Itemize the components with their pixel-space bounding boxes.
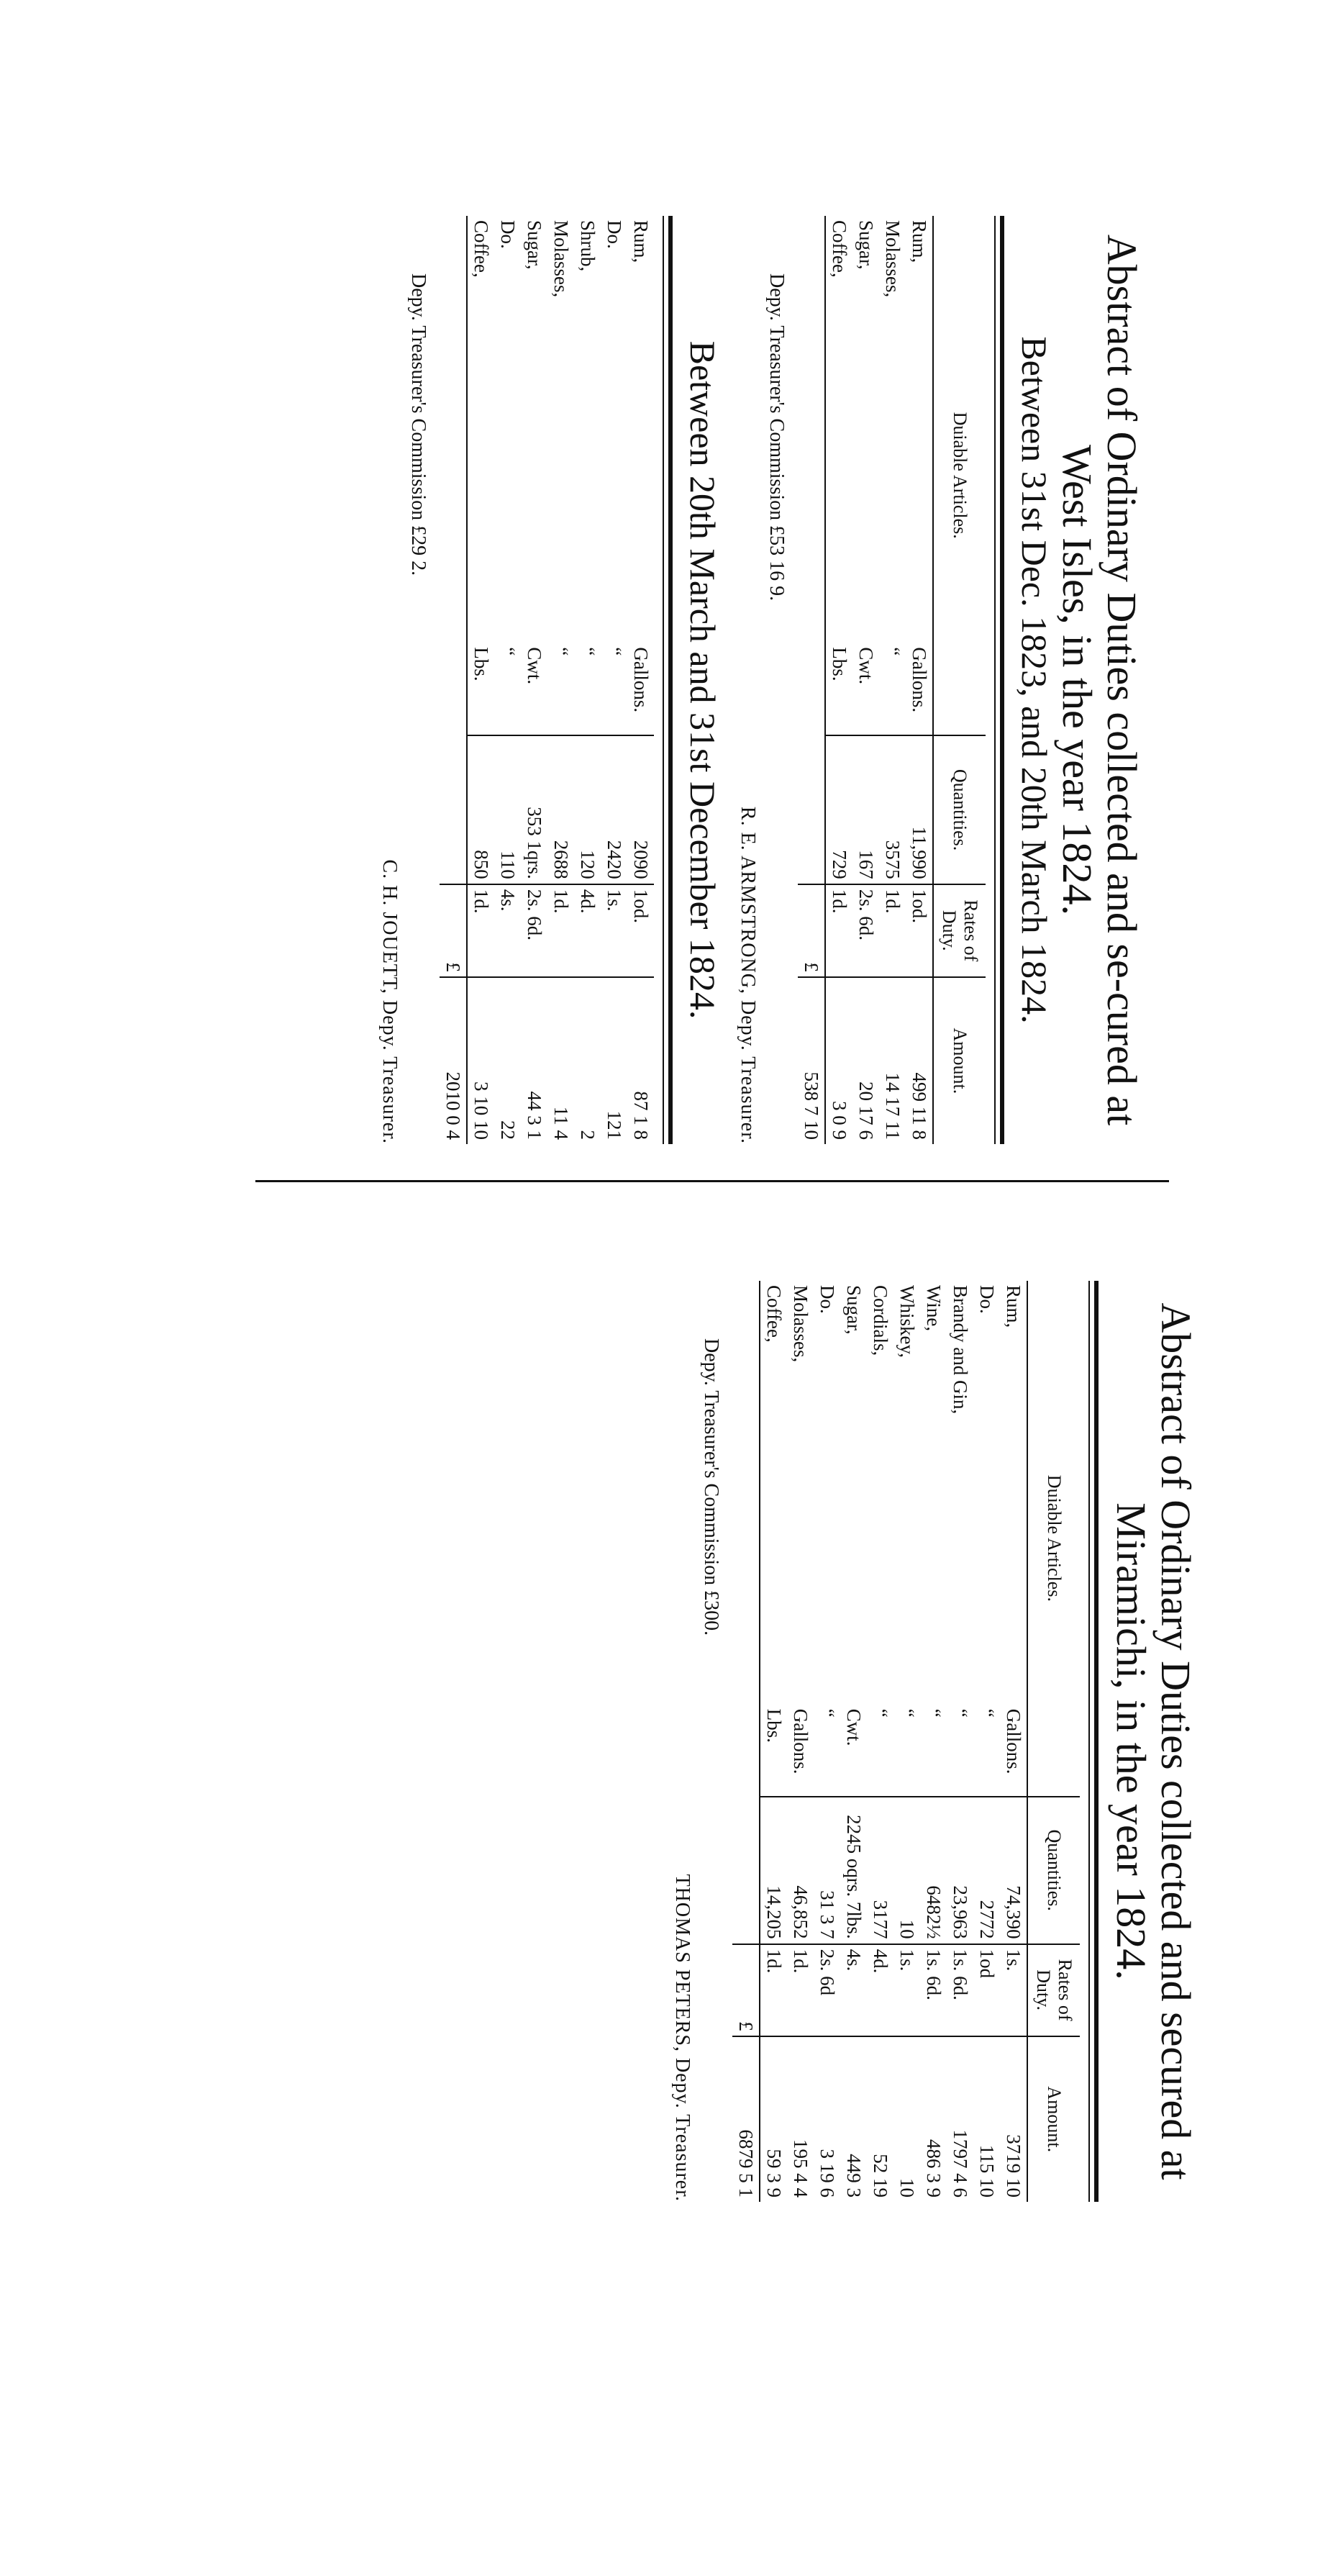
- row-amount: 44 3 1: [521, 977, 547, 1144]
- header-rates: Rates of Duty.: [1027, 1944, 1080, 2036]
- row-article: Whiskey,: [896, 1285, 918, 1358]
- section3-table: [732, 1281, 1080, 2202]
- table-row: [574, 216, 601, 1144]
- row-article: Sugar,: [855, 220, 877, 270]
- row-article: Molasses,: [790, 1285, 811, 1363]
- section1-subtitle: Between 31st Dec. 1823, and 20th March 1824.: [1014, 336, 1055, 1024]
- row-amount: 52 19: [867, 2036, 893, 2202]
- row-unit: Gallons.: [1003, 1708, 1024, 1774]
- section2-title: Between 20th March and 31st December 1824.: [683, 340, 723, 1020]
- table-row: [906, 216, 933, 1144]
- row-rate: 1d.: [825, 884, 852, 977]
- row-rate: 1s. 6d.: [947, 1944, 973, 2036]
- row-amount: 449 3: [840, 2036, 867, 2202]
- row-article: Rum,: [630, 220, 652, 263]
- row-rate: 1s.: [601, 884, 627, 977]
- row-qty: 120: [574, 735, 601, 884]
- row-qty: 2688: [547, 735, 574, 884]
- row-unit: “: [882, 647, 904, 656]
- row-amount: 59 3 9: [760, 2036, 787, 2202]
- row-qty: 11,990: [906, 735, 933, 884]
- table-row: [840, 1281, 867, 2202]
- row-rate: 2s. 6d.: [521, 884, 547, 977]
- row-qty: 3177: [867, 1797, 893, 1944]
- table-row: [760, 1281, 787, 2202]
- row-article: Rum,: [1003, 1285, 1024, 1328]
- row-amount: 2: [574, 977, 601, 1144]
- header-articles: Duiable Articles.: [1027, 1281, 1080, 1797]
- row-rate: 1od.: [627, 884, 654, 977]
- row-unit: “: [870, 1708, 891, 1718]
- row-qty: 31 3 7: [814, 1797, 840, 1944]
- section1-table: [798, 216, 986, 1144]
- header-articles: Duiable Articles.: [933, 216, 986, 735]
- table-row: [601, 216, 627, 1144]
- row-article: Molasses,: [882, 220, 904, 298]
- row-rate: 1s.: [1000, 1944, 1027, 2036]
- row-rate: 4s.: [494, 884, 521, 977]
- row-unit: Cwt.: [855, 647, 877, 685]
- row-qty: 110: [494, 735, 521, 884]
- row-rate: 1s. 6d.: [920, 1944, 947, 2036]
- row-article: Sugar,: [843, 1285, 865, 1335]
- row-article: Brandy and Gin,: [950, 1285, 971, 1415]
- section1-commission: Depy. Treasurer's Commission £53 16 9.: [765, 273, 788, 602]
- total-amount: 6879 5 1: [732, 2036, 760, 2202]
- row-rate: 2s. 6d: [814, 1944, 840, 2036]
- row-article: Coffee,: [763, 1285, 785, 1343]
- table-row: [814, 1281, 840, 2202]
- section1-signature: R. E. ARMSTRONG, Depy. Treasurer.: [737, 806, 759, 1144]
- row-unit: “: [896, 1708, 918, 1718]
- table-row: [627, 216, 654, 1144]
- table-row: [467, 216, 494, 1144]
- row-unit: Gallons.: [790, 1708, 811, 1774]
- row-rate: 1s.: [893, 1944, 920, 2036]
- row-rate: 1d.: [760, 1944, 787, 2036]
- row-amount: 499 11 8: [906, 977, 933, 1144]
- table-row: [852, 216, 879, 1144]
- row-unit: “: [577, 647, 599, 656]
- section2-signature: C. H. JOUETT, Depy. Treasurer.: [378, 859, 401, 1144]
- section1-title: Abstract of Ordinary Duties collected and se-cured at West Isles, in the year 1824.: [1054, 234, 1145, 1126]
- row-article: Do.: [817, 1285, 838, 1314]
- row-amount: 486 3 9: [920, 2036, 947, 2202]
- west-isles-panel: [230, 216, 1144, 1144]
- header-rates: Rates of Duty.: [933, 884, 986, 977]
- row-rate: 1d.: [547, 884, 574, 977]
- row-qty: 167: [852, 735, 879, 884]
- table-row: [893, 1281, 920, 2202]
- table-row: [973, 1281, 1000, 2202]
- table-row: [547, 216, 574, 1144]
- table-row: [787, 1281, 814, 2202]
- row-article: Do.: [976, 1285, 998, 1314]
- total-symbol: £: [440, 884, 467, 977]
- row-amount: 1797 4 6: [947, 2036, 973, 2202]
- row-qty: 10: [893, 1797, 920, 1944]
- row-unit: “: [923, 1708, 945, 1718]
- section2-commission: Depy. Treasurer's Commission £29 2.: [407, 273, 429, 576]
- section3-rule: [1088, 1281, 1099, 2202]
- table-row: [521, 216, 547, 1144]
- row-rate: 1od.: [906, 884, 933, 977]
- row-unit: “: [550, 647, 572, 656]
- table-row: [825, 216, 852, 1144]
- row-unit: Lbs.: [470, 647, 492, 681]
- section3-commission: Depy. Treasurer's Commission £300.: [700, 1338, 722, 1636]
- row-article: Sugar,: [524, 220, 545, 270]
- row-rate: 1d.: [467, 884, 494, 977]
- row-amount: 87 1 8: [627, 977, 654, 1144]
- row-amount: 3 19 6: [814, 2036, 840, 2202]
- row-article: Coffee,: [829, 220, 850, 278]
- row-rate: 4s.: [840, 1944, 867, 2036]
- row-qty: 23,963: [947, 1797, 973, 1944]
- row-amount: 20 17 6: [852, 977, 879, 1144]
- row-article: Rum,: [909, 220, 930, 263]
- table-row: [947, 1281, 973, 2202]
- total-amount: 2010 0 4: [440, 977, 467, 1144]
- row-qty: 6482½: [920, 1797, 947, 1944]
- row-qty: 2420: [601, 735, 627, 884]
- row-unit: “: [976, 1708, 998, 1718]
- row-unit: Lbs.: [763, 1708, 785, 1743]
- row-rate: 2s. 6d.: [852, 884, 879, 977]
- table-row: [920, 1281, 947, 2202]
- section3-signature: THOMAS PETERS, Depy. Treasurer.: [671, 1874, 693, 2202]
- row-rate: 4d.: [574, 884, 601, 977]
- row-amount: 121: [601, 977, 627, 1144]
- table-row: [1000, 1281, 1027, 2202]
- row-qty: 2245 oqrs. 7lbs.: [840, 1797, 867, 1944]
- row-amount: 10: [893, 2036, 920, 2202]
- total-symbol: £: [798, 884, 825, 977]
- row-amount: 22: [494, 977, 521, 1144]
- row-qty: 353 1qrs.: [521, 735, 547, 884]
- row-amount: 115 10: [973, 2036, 1000, 2202]
- row-rate: 1d.: [879, 884, 906, 977]
- header-quantities: Quantities.: [933, 735, 986, 884]
- row-amount: 3719 10: [1000, 2036, 1027, 2202]
- row-unit: Cwt.: [524, 647, 545, 685]
- row-article: Do.: [604, 220, 625, 249]
- row-unit: Gallons.: [909, 647, 930, 713]
- header-amount: Amount.: [933, 977, 986, 1144]
- row-unit: Lbs.: [829, 647, 850, 681]
- row-article: Molasses,: [550, 220, 572, 298]
- section2-table: [440, 216, 654, 1144]
- row-qty: 2772: [973, 1797, 1000, 1944]
- row-article: Do.: [497, 220, 519, 249]
- row-article: Cordials,: [870, 1285, 891, 1356]
- row-unit: “: [950, 1708, 971, 1718]
- row-amount: 11 4: [547, 977, 574, 1144]
- row-qty: 850: [467, 735, 494, 884]
- section3-title: Abstract of Ordinary Duties collected and secured at Miramichi, in the year 1824.: [1108, 1302, 1199, 2180]
- row-unit: Cwt.: [843, 1708, 865, 1746]
- section1-rule: [994, 216, 1004, 1144]
- row-rate: 4d.: [867, 1944, 893, 2036]
- row-article: Wine,: [923, 1285, 945, 1332]
- table-row: [867, 1281, 893, 2202]
- row-amount: 14 17 11: [879, 977, 906, 1144]
- row-article: Coffee,: [470, 220, 492, 278]
- row-rate: 1od: [973, 1944, 1000, 2036]
- row-unit: Gallons.: [630, 647, 652, 713]
- miramichi-panel: [478, 1281, 1198, 2202]
- row-unit: “: [604, 647, 625, 656]
- page-divider: [255, 1180, 1169, 1182]
- row-article: Shrub,: [577, 220, 599, 272]
- row-unit: “: [817, 1708, 838, 1718]
- row-qty: 3575: [879, 735, 906, 884]
- total-row: [732, 1281, 760, 2202]
- row-amount: 195 4 4: [787, 2036, 814, 2202]
- total-row: [798, 216, 825, 1144]
- row-amount: 3 0 9: [825, 977, 852, 1144]
- row-qty: 2090: [627, 735, 654, 884]
- total-symbol: £: [732, 1944, 760, 2036]
- row-qty: 74,390: [1000, 1797, 1027, 1944]
- row-amount: 3 10 10: [467, 977, 494, 1144]
- row-qty: 729: [825, 735, 852, 884]
- header-amount: Amount.: [1027, 2036, 1080, 2202]
- row-unit: “: [497, 647, 519, 656]
- table-row: [494, 216, 521, 1144]
- total-amount: 538 7 10: [798, 977, 825, 1144]
- row-qty: 14,205: [760, 1797, 787, 1944]
- header-quantities: Quantities.: [1027, 1797, 1080, 1944]
- table-row: [879, 216, 906, 1144]
- row-qty: 46,852: [787, 1797, 814, 1944]
- total-row: [440, 216, 467, 1144]
- row-rate: 1d.: [787, 1944, 814, 2036]
- section2-rule: [663, 216, 673, 1144]
